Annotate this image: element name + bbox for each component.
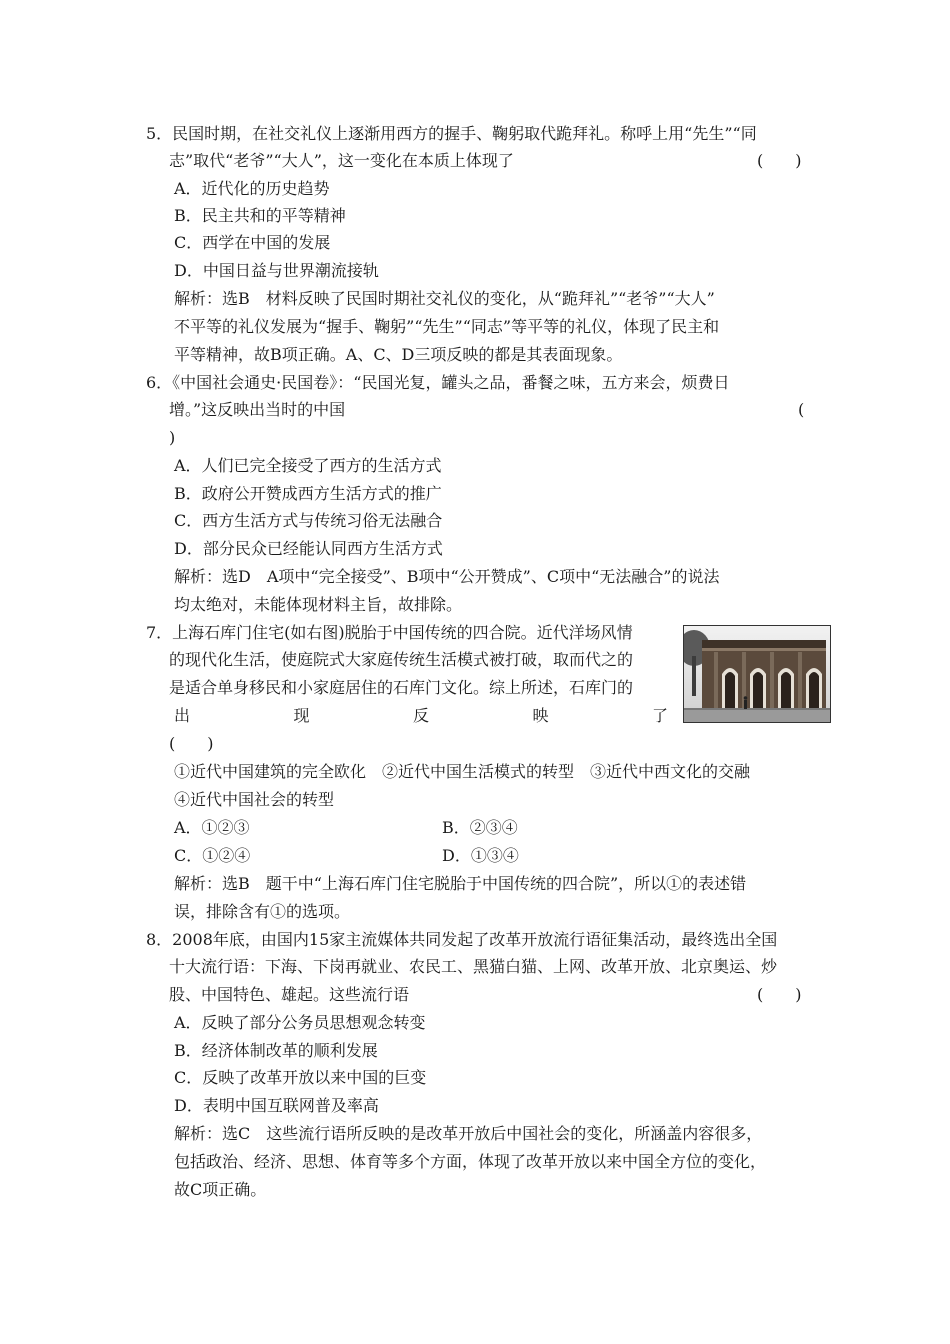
q7-stem-line3: 是适合单身移民和小家庭居住的石库门文化。综上所述，石库门的 bbox=[169, 678, 634, 697]
q6-option-d: D．部分民众已经能认同西方生活方式 bbox=[174, 539, 443, 558]
q5-option-a: A．近代化的历史趋势 bbox=[174, 179, 330, 198]
q7-stem-line2: 的现代化生活，使庭院式大家庭传统生活模式被打破，取而代之的 bbox=[169, 650, 634, 669]
q5-analysis-line3: 平等精神，故B项正确。A、C、D三项反映的都是其表面现象。 bbox=[174, 345, 623, 364]
q6-stem-line1: 6．《中国社会通史·民国卷》：“民国光复，罐头之品，番餐之味，五方来会，烦费日 bbox=[146, 373, 730, 392]
q8-analysis-line3: 故C项正确。 bbox=[174, 1180, 267, 1199]
shikumen-photo bbox=[683, 625, 831, 723]
q7-option-a: A．①②③ bbox=[174, 818, 250, 837]
q7-word: 映 bbox=[532, 706, 549, 725]
q8-option-a: A．反映了部分公务员思想观念转变 bbox=[174, 1013, 426, 1032]
q5-option-b: B．民主共和的平等精神 bbox=[174, 206, 346, 225]
q8-option-d: D．表明中国互联网普及率高 bbox=[174, 1096, 379, 1115]
q7-option-c: C．①②④ bbox=[174, 846, 251, 865]
q8-stem-line1: 8．2008年底，由国内15家主流媒体共同发起了改革开放流行语征集活动，最终选出全国 bbox=[146, 930, 778, 949]
q8-stem-line2: 十大流行语：下海、下岗再就业、农民工、黑猫白猫、上网、改革开放、北京奥运、炒 bbox=[169, 957, 778, 976]
q8-stem-line3: 股、中国特色、雄起。这些流行语 bbox=[169, 985, 410, 1004]
q7-word: 了 bbox=[651, 706, 668, 725]
q5-analysis-line1: 解析：选B 材料反映了民国时期社交礼仪的变化，从“跪拜礼”“老爷”“大人” bbox=[174, 289, 715, 308]
shikumen-building-illustration bbox=[684, 626, 830, 722]
q6-option-b: B．政府公开赞成西方生活方式的推广 bbox=[174, 484, 442, 503]
q6-analysis-line1: 解析：选D A项中“完全接受”、B项中“公开赞成”、C项中“无法融合”的说法 bbox=[174, 567, 720, 586]
q7-items-line2: ④近代中国社会的转型 bbox=[174, 790, 335, 809]
q5-answer-bracket: ( ) bbox=[757, 151, 802, 170]
q8-option-b: B．经济体制改革的顺利发展 bbox=[174, 1041, 378, 1060]
q8-option-c: C．反映了改革开放以来中国的巨变 bbox=[174, 1068, 427, 1087]
q5-stem-line1: 5．民国时期，在社交礼仪上逐渐用西方的握手、鞠躬取代跪拜礼。称呼上用“先生”“同 bbox=[146, 124, 757, 143]
q7-stem-line1: 7．上海石库门住宅(如右图)脱胎于中国传统的四合院。近代洋场风情 bbox=[146, 623, 633, 642]
q7-answer-bracket: ( ) bbox=[169, 734, 214, 753]
q7-word: 现 bbox=[293, 706, 310, 725]
q7-option-b: B．②③④ bbox=[442, 818, 518, 837]
q5-analysis-line2: 不平等的礼仪发展为“握手、鞠躬”“先生”“同志”等平等的礼仪，体现了民主和 bbox=[174, 317, 720, 336]
q5-option-c: C．西学在中国的发展 bbox=[174, 233, 331, 252]
q7-analysis-line2: 误，排除含有①的选项。 bbox=[174, 902, 351, 921]
q6-answer-bracket-open: ( bbox=[798, 400, 805, 419]
q8-analysis-line1: 解析：选C 这些流行语所反映的是改革开放后中国社会的变化，所涵盖内容很多， bbox=[174, 1124, 763, 1143]
q7-items-line1: ①近代中国建筑的完全欧化 ②近代中国生活模式的转型 ③近代中西文化的交融 bbox=[174, 762, 751, 781]
q7-analysis-line1: 解析：选B 题干中“上海石库门住宅脱胎于中国传统的四合院”，所以①的表述错 bbox=[174, 874, 747, 893]
q5-stem-line2: 志”取代“老爷”“大人”，这一变化在本质上体现了 bbox=[169, 151, 514, 170]
q7-option-d: D．①③④ bbox=[442, 846, 519, 865]
q6-analysis-line2: 均太绝对，未能体现材料主旨，故排除。 bbox=[174, 595, 463, 614]
q7-word: 出 bbox=[174, 706, 191, 725]
q6-option-a: A．人们已完全接受了西方的生活方式 bbox=[174, 456, 442, 475]
q6-stem-line2: 增。”这反映出当时的中国 bbox=[169, 400, 346, 419]
q5-option-d: D．中国日益与世界潮流接轨 bbox=[174, 261, 379, 280]
q7-stem-line4 bbox=[174, 706, 668, 726]
q8-answer-bracket: ( ) bbox=[757, 985, 802, 1004]
q7-word: 反 bbox=[412, 706, 429, 725]
q8-analysis-line2: 包括政治、经济、思想、体育等多个方面，体现了改革开放以来中国全方位的变化， bbox=[174, 1152, 767, 1171]
q6-option-c: C．西方生活方式与传统习俗无法融合 bbox=[174, 511, 443, 530]
q6-answer-bracket-close: ) bbox=[169, 428, 176, 447]
